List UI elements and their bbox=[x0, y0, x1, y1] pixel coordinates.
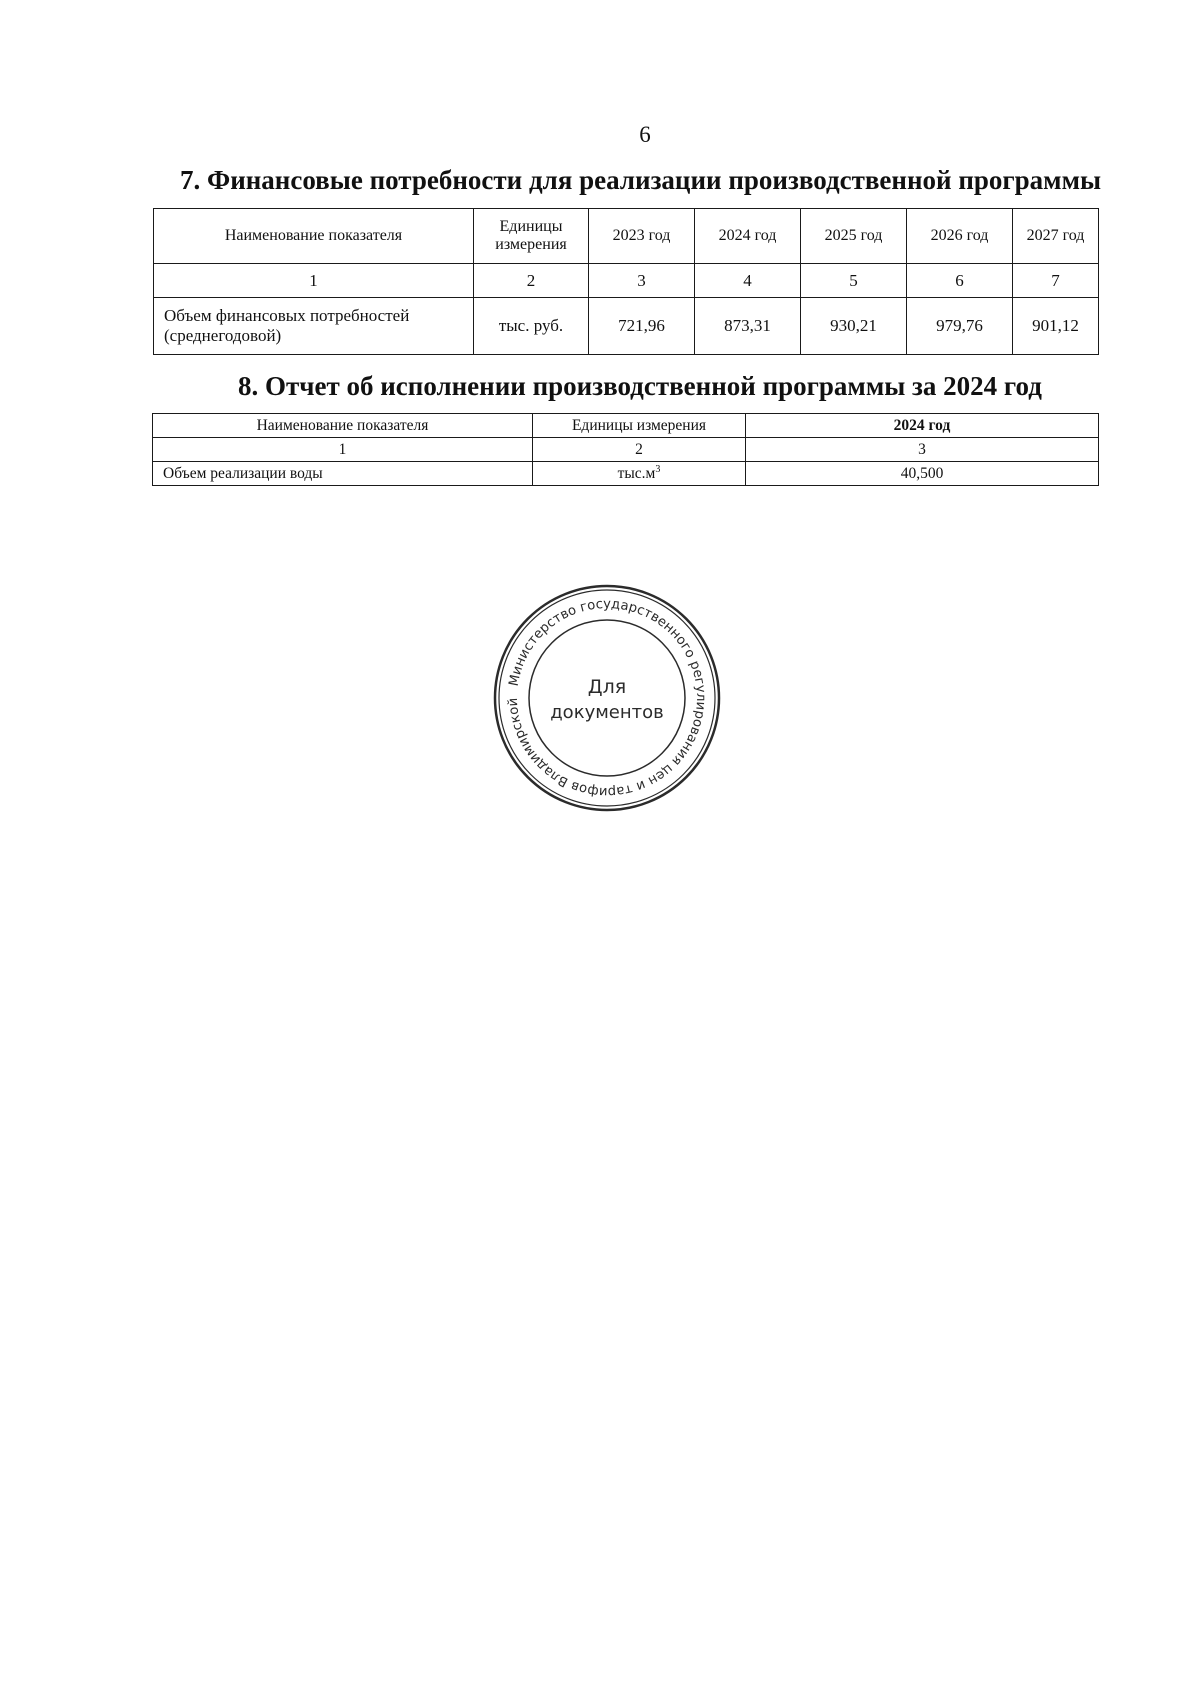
stamp-seal-graphic bbox=[492, 583, 722, 813]
row-indicator-name: Объем реализации воды bbox=[153, 462, 533, 486]
units-superscript: 3 bbox=[655, 464, 661, 476]
stamp-outer-ring-inner bbox=[499, 590, 715, 806]
header-year-2024: 2024 год bbox=[746, 414, 1099, 438]
header-indicator-name: Наименование показателя bbox=[153, 414, 533, 438]
table-header-row bbox=[154, 209, 1099, 264]
column-number: 1 bbox=[153, 438, 533, 462]
row-units: тыс. руб. bbox=[474, 298, 589, 355]
table-row bbox=[153, 462, 1099, 486]
units-base: тыс.м bbox=[617, 465, 656, 483]
column-number: 2 bbox=[533, 438, 746, 462]
header-indicator-name: Наименование показателя bbox=[154, 209, 474, 264]
header-units: Единицы измерения bbox=[533, 414, 746, 438]
row-value-2027: 901,12 bbox=[1013, 298, 1099, 355]
row-indicator-name: Объем финансовых потребностей (среднегодовой) bbox=[154, 298, 474, 355]
header-year-2025: 2025 год bbox=[801, 209, 907, 264]
column-number: 6 bbox=[907, 264, 1013, 298]
row-value-2026: 979,76 bbox=[907, 298, 1013, 355]
header-year-2027: 2027 год bbox=[1013, 209, 1099, 264]
financial-needs-table bbox=[153, 208, 1099, 355]
stamp-ring-text-path: Министерство государственного регулирования цен и тарифов Владимирской bbox=[505, 596, 709, 800]
row-value-2023: 721,96 bbox=[589, 298, 695, 355]
column-number: 7 bbox=[1013, 264, 1099, 298]
header-units: Единицы измерения bbox=[474, 209, 589, 264]
section-7-title: 7. Финансовые потребности для реализации производственной программы bbox=[180, 165, 1102, 195]
row-units bbox=[533, 462, 746, 486]
stamp-inner-ring bbox=[529, 620, 685, 776]
stamp-center-line-1: Для bbox=[587, 676, 627, 698]
row-value-2024: 873,31 bbox=[695, 298, 801, 355]
official-stamp bbox=[492, 583, 722, 813]
header-year-2024: 2024 год bbox=[695, 209, 801, 264]
column-number-row bbox=[154, 264, 1099, 298]
column-number: 4 bbox=[695, 264, 801, 298]
column-number: 3 bbox=[589, 264, 695, 298]
column-number: 3 bbox=[746, 438, 1099, 462]
table-header-row bbox=[153, 414, 1099, 438]
page-number: 6 bbox=[639, 122, 651, 147]
section-8-title: 8. Отчет об исполнении производственной программы за 2024 год bbox=[238, 371, 1042, 401]
header-year-2023: 2023 год bbox=[589, 209, 695, 264]
stamp-center-line-2: документов bbox=[550, 702, 664, 723]
column-number-row bbox=[153, 438, 1099, 462]
table-row bbox=[154, 298, 1099, 355]
column-number: 1 bbox=[154, 264, 474, 298]
column-number: 5 bbox=[801, 264, 907, 298]
header-year-2026: 2026 год bbox=[907, 209, 1013, 264]
program-report-table bbox=[152, 413, 1099, 486]
row-value-2024: 40,500 bbox=[746, 462, 1099, 486]
column-number: 2 bbox=[474, 264, 589, 298]
row-value-2025: 930,21 bbox=[801, 298, 907, 355]
